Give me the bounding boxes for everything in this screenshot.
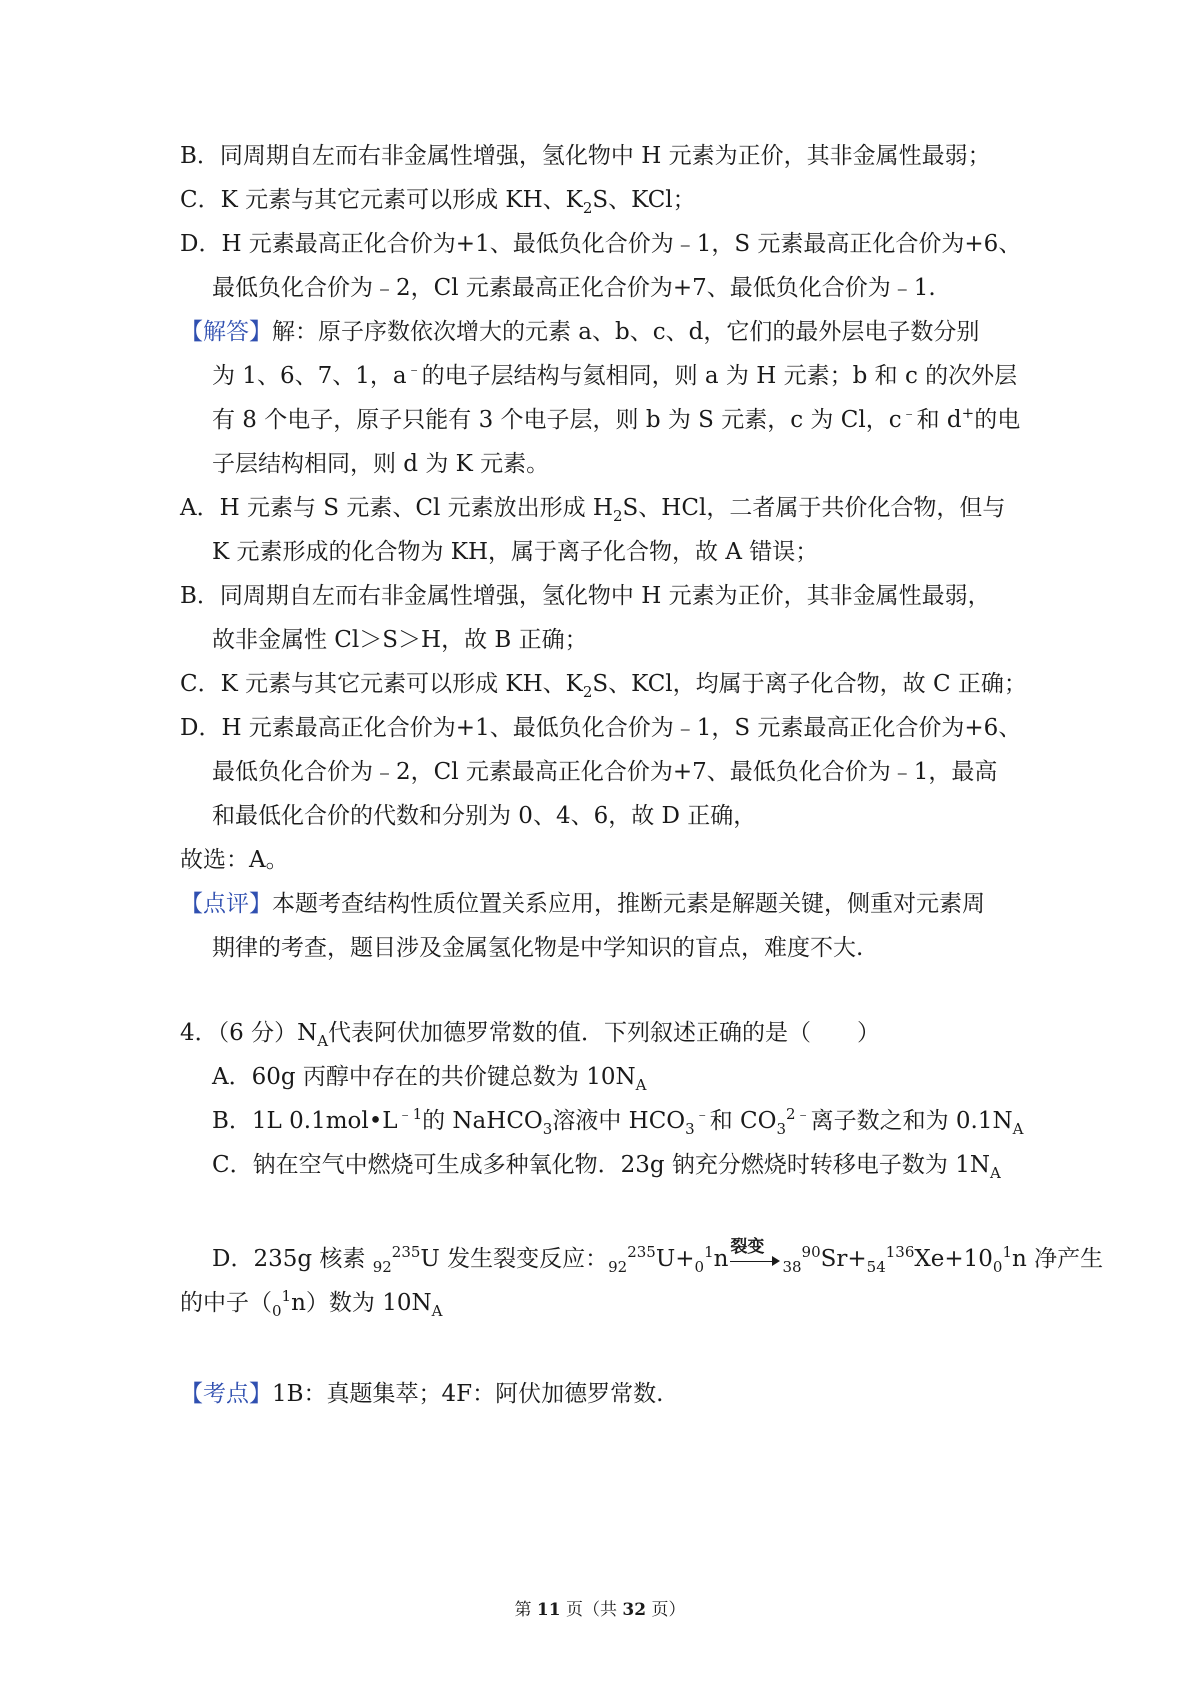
answer-d-line-2: 最低负化合价为﹣2，Cl 元素最高正化合价为+7、最低负化合价为﹣1，最高 [212, 759, 998, 785]
fission-arrow [728, 1237, 782, 1274]
total-page-count: 32 [622, 1600, 647, 1620]
q4-option-d-line-2: 的中子$(_0^1n)$数为 $10N_A$ [180, 1287, 443, 1320]
q4-option-c: C．钠在空气中燃烧可生成多种氧化物．23g 钠充分燃烧时转移电子数为 $1N_A$ [212, 1152, 1001, 1182]
answer-line-3: 有 8 个电子，原子只能有 3 个电子层，则 b 为 S 元素，c 为 Cl，c﹣和 d+的电 [212, 404, 1021, 433]
option-d-line-2: 最低负化合价为﹣2，Cl 元素最高正化合价为+7、最低负化合价为﹣1. [212, 275, 936, 301]
option-d-line-1: D．H 元素最高正化合价为+1、最低负化合价为﹣1，S 元素最高正化合价为+6、 [180, 231, 1022, 257]
fission-arrow-label: 裂变 [730, 1237, 765, 1257]
comment-line-1: 【点评】本题考查结构性质位置关系应用，推断元素是解题关键，侧重对元素周 [180, 891, 985, 917]
current-page-number: 11 [536, 1600, 561, 1620]
answer-b-line-2: 故非金属性 Cl＞S＞H，故 B 正确； [212, 627, 588, 653]
answer-d-line-3: 和最低化合价的代数和分别为 0、4、6，故 D 正确， [212, 803, 757, 829]
answer-line-1: 【解答】解：原子序数依次增大的元素 a、b、c、d，它们的最外层电子数分别 [180, 319, 980, 345]
answer-tag: 【解答】 [180, 319, 272, 345]
answer-b-line-1: B．同周期自左而右非金属性增强，氢化物中 H 元素为正价，其非金属性最弱， [180, 583, 991, 609]
q4-option-a: A．60g 丙醇中存在的共价键总数为 $10N_A$ [212, 1064, 647, 1094]
q4-option-d-line-1: D．235g 核素 $_{92}^{235}$U 发生裂变反应：$_{92}^{235}U+_0^1n$ 裂变 $_{38}^{90}Sr+_{54}^{136}Xe+10_0^1n$ 净产生 [212, 1244, 1103, 1274]
page-footer: 第 11 页（共 32 页） [514, 1600, 686, 1620]
answer-line-2: 为 1、6、7、1，a﹣的电子层结构与氦相同，则 a 为 H 元素；b 和 c 的次外层 [212, 360, 1018, 389]
option-b-line: B．同周期自左而右非金属性增强，氢化物中 H 元素为正价，其非金属性最弱； [180, 143, 991, 169]
q4-option-b: B．1L $0.1mol•L^{﹣1}$的 NaHCO$_3$溶液中 $HCO_3^﹣$和 $CO_3^{2﹣}$离子数之和为 $0.1N_A$ [212, 1105, 1024, 1138]
kaodian-line: 【考点】1B：真题集萃；4F：阿伏加德罗常数. [180, 1381, 664, 1407]
answer-c-line: C．K 元素与其它元素可以形成 KH、$K_2S$、KCl，均属于离子化合物，故 C 正确； [180, 671, 1027, 701]
q4-stem: 4．（6 分）$N_A$代表阿伏加德罗常数的值．下列叙述正确的是（ ） [180, 1020, 881, 1050]
answer-line-4: 子层结构相同，则 d 为 K 元素。 [212, 451, 550, 477]
answer-choice: 故选：A。 [180, 847, 289, 873]
kaodian-tag: 【考点】 [180, 1381, 272, 1407]
option-c-line: C．K 元素与其它元素可以形成 KH、$K_2S$、KCl； [180, 187, 696, 217]
answer-d-line-1: D．H 元素最高正化合价为+1、最低负化合价为﹣1，S 元素最高正化合价为+6、 [180, 715, 1022, 741]
comment-line-2: 期律的考查，题目涉及金属氢化物是中学知识的盲点，难度不大. [212, 935, 864, 961]
answer-a-line-2: K 元素形成的化合物为 KH，属于离子化合物，故 A 错误； [212, 539, 819, 565]
answer-a-line-1: A．H 元素与 S 元素、Cl 元素放出形成 $H_2S$、HCl，二者属于共价化合物，但与 [180, 495, 1006, 525]
comment-tag: 【点评】 [180, 891, 272, 917]
